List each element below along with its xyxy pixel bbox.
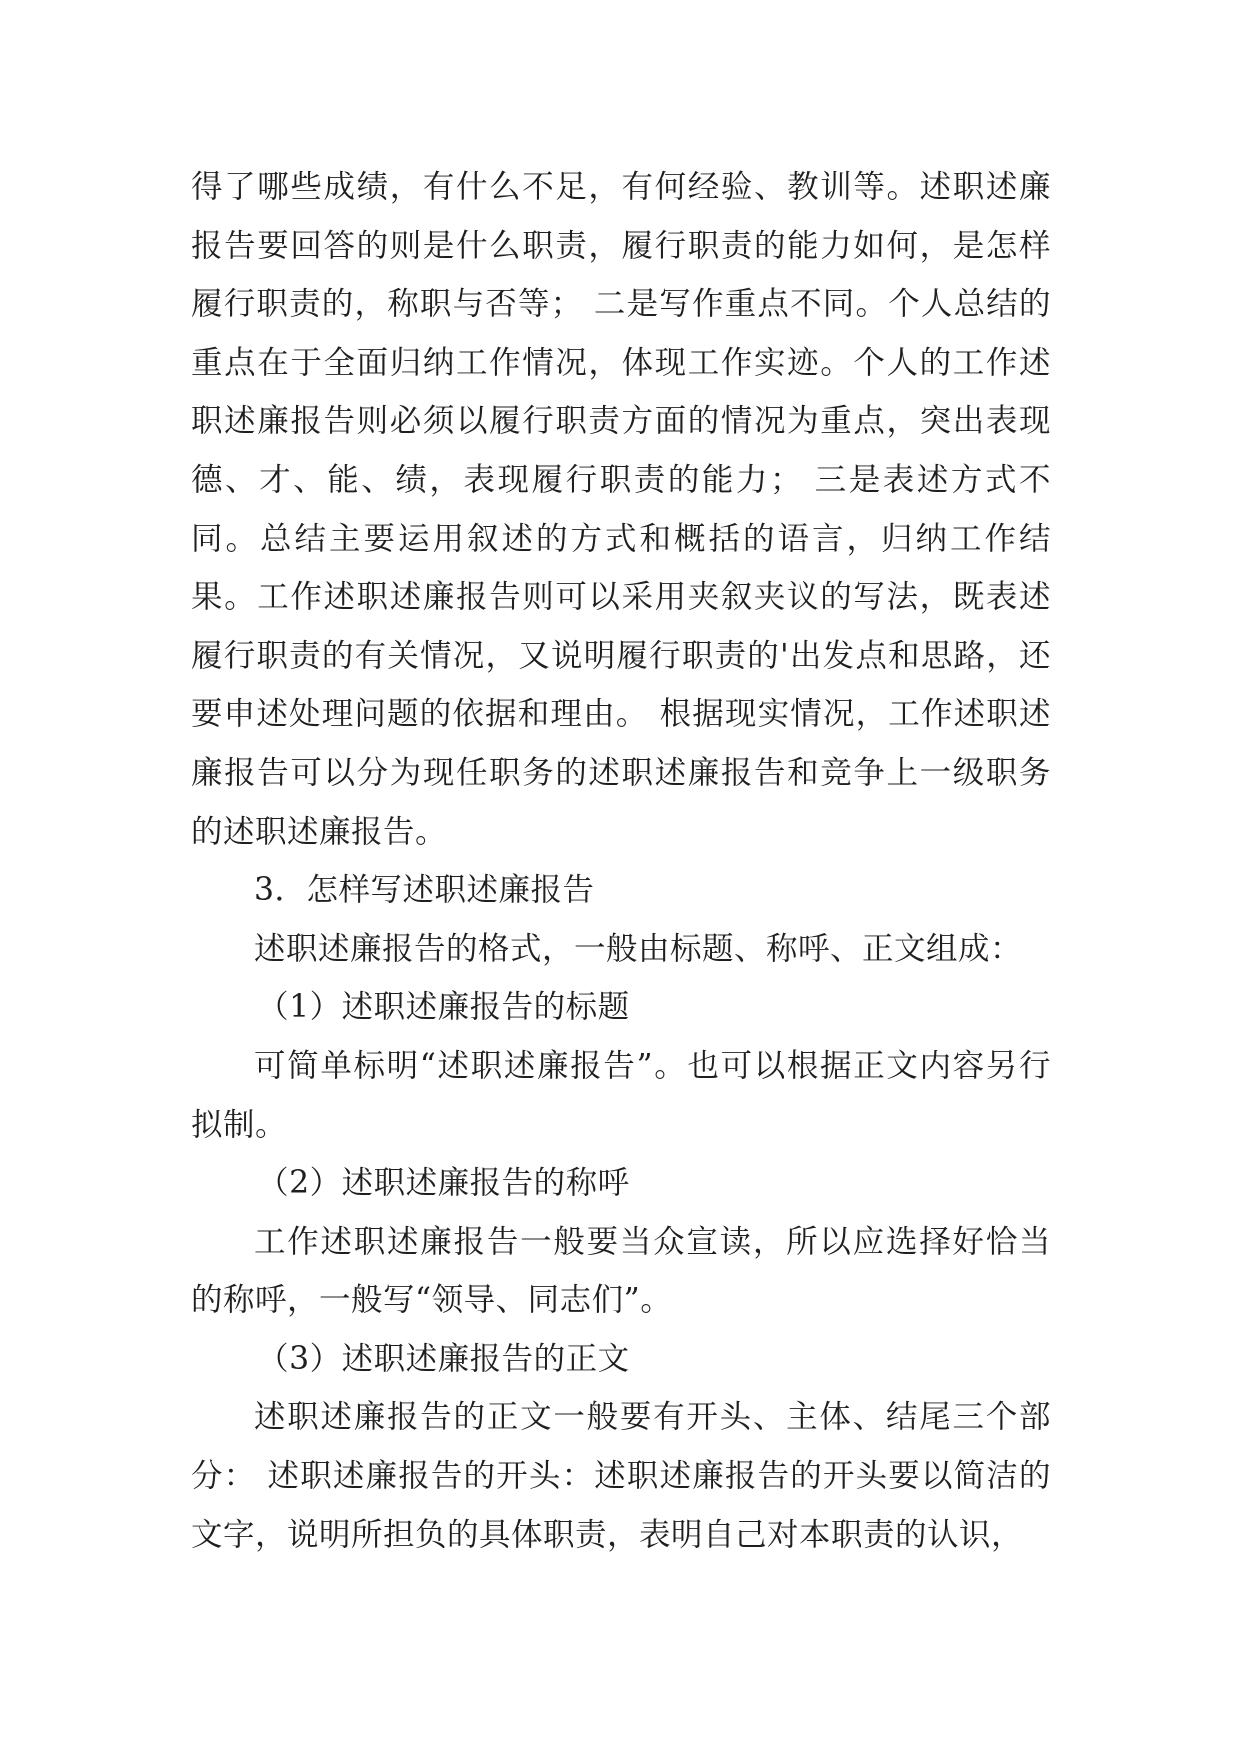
subheading-salutation: （2）述职述廉报告的称呼 — [257, 1165, 630, 1202]
paragraph-comparison-continued: 得了哪些成绩，有什么不足，有何经验、教训等。述职述廉报告要回答的则是什么职责，履行职责的能力如何，是怎样履行职责的，称职与否等； 二是写作重点不同。个人总结的重点在于全面归纳工作情况，体现工作实迹。个人的工作述职述廉报告则必须以履行职责方面的情况为重点，突出表现德、才、能、绩，表现履行职责的能力； 三是表述方式不同。总结主要运用叙述的方式和概括的语言，归纳工作结果。工作述职述廉报告则可以采用夹叙夹议的写法，既表述履行职责的有关情况，又说明履行职责的'出发点和思路，还要申述处理问题的依据和理由。 根据现实情况，工作述职述廉报告可以分为现任职务的述职述廉报告和竞争上一级职务的述职述廉报告。 — [191, 169, 1051, 850]
paragraph-salutation-desc: 工作述职述廉报告一般要当众宣读，所以应选择好恰当的称呼，一般写“领导、同志们”。 — [191, 1223, 1051, 1319]
paragraph-format-intro: 述职述廉报告的格式，一般由标题、称呼、正文组成： — [254, 930, 1023, 967]
subheading-title: （1）述职述廉报告的标题 — [257, 989, 630, 1026]
section-heading-how-to-write: 3．怎样写述职述廉报告 — [254, 872, 595, 909]
paragraph-body-desc: 述职述廉报告的正文一般要有开头、主体、结尾三个部分： 述职述廉报告的开头：述职述廉报告的开头要以简洁的文字，说明所担负的具体职责，表明自己对本职责的认识， — [191, 1399, 1051, 1553]
paragraph-title-desc: 可简单标明“述职述廉报告”。也可以根据正文内容另行拟制。 — [191, 1047, 1051, 1143]
subheading-body: （3）述职述廉报告的正文 — [257, 1340, 630, 1377]
document-body — [191, 158, 1051, 1564]
